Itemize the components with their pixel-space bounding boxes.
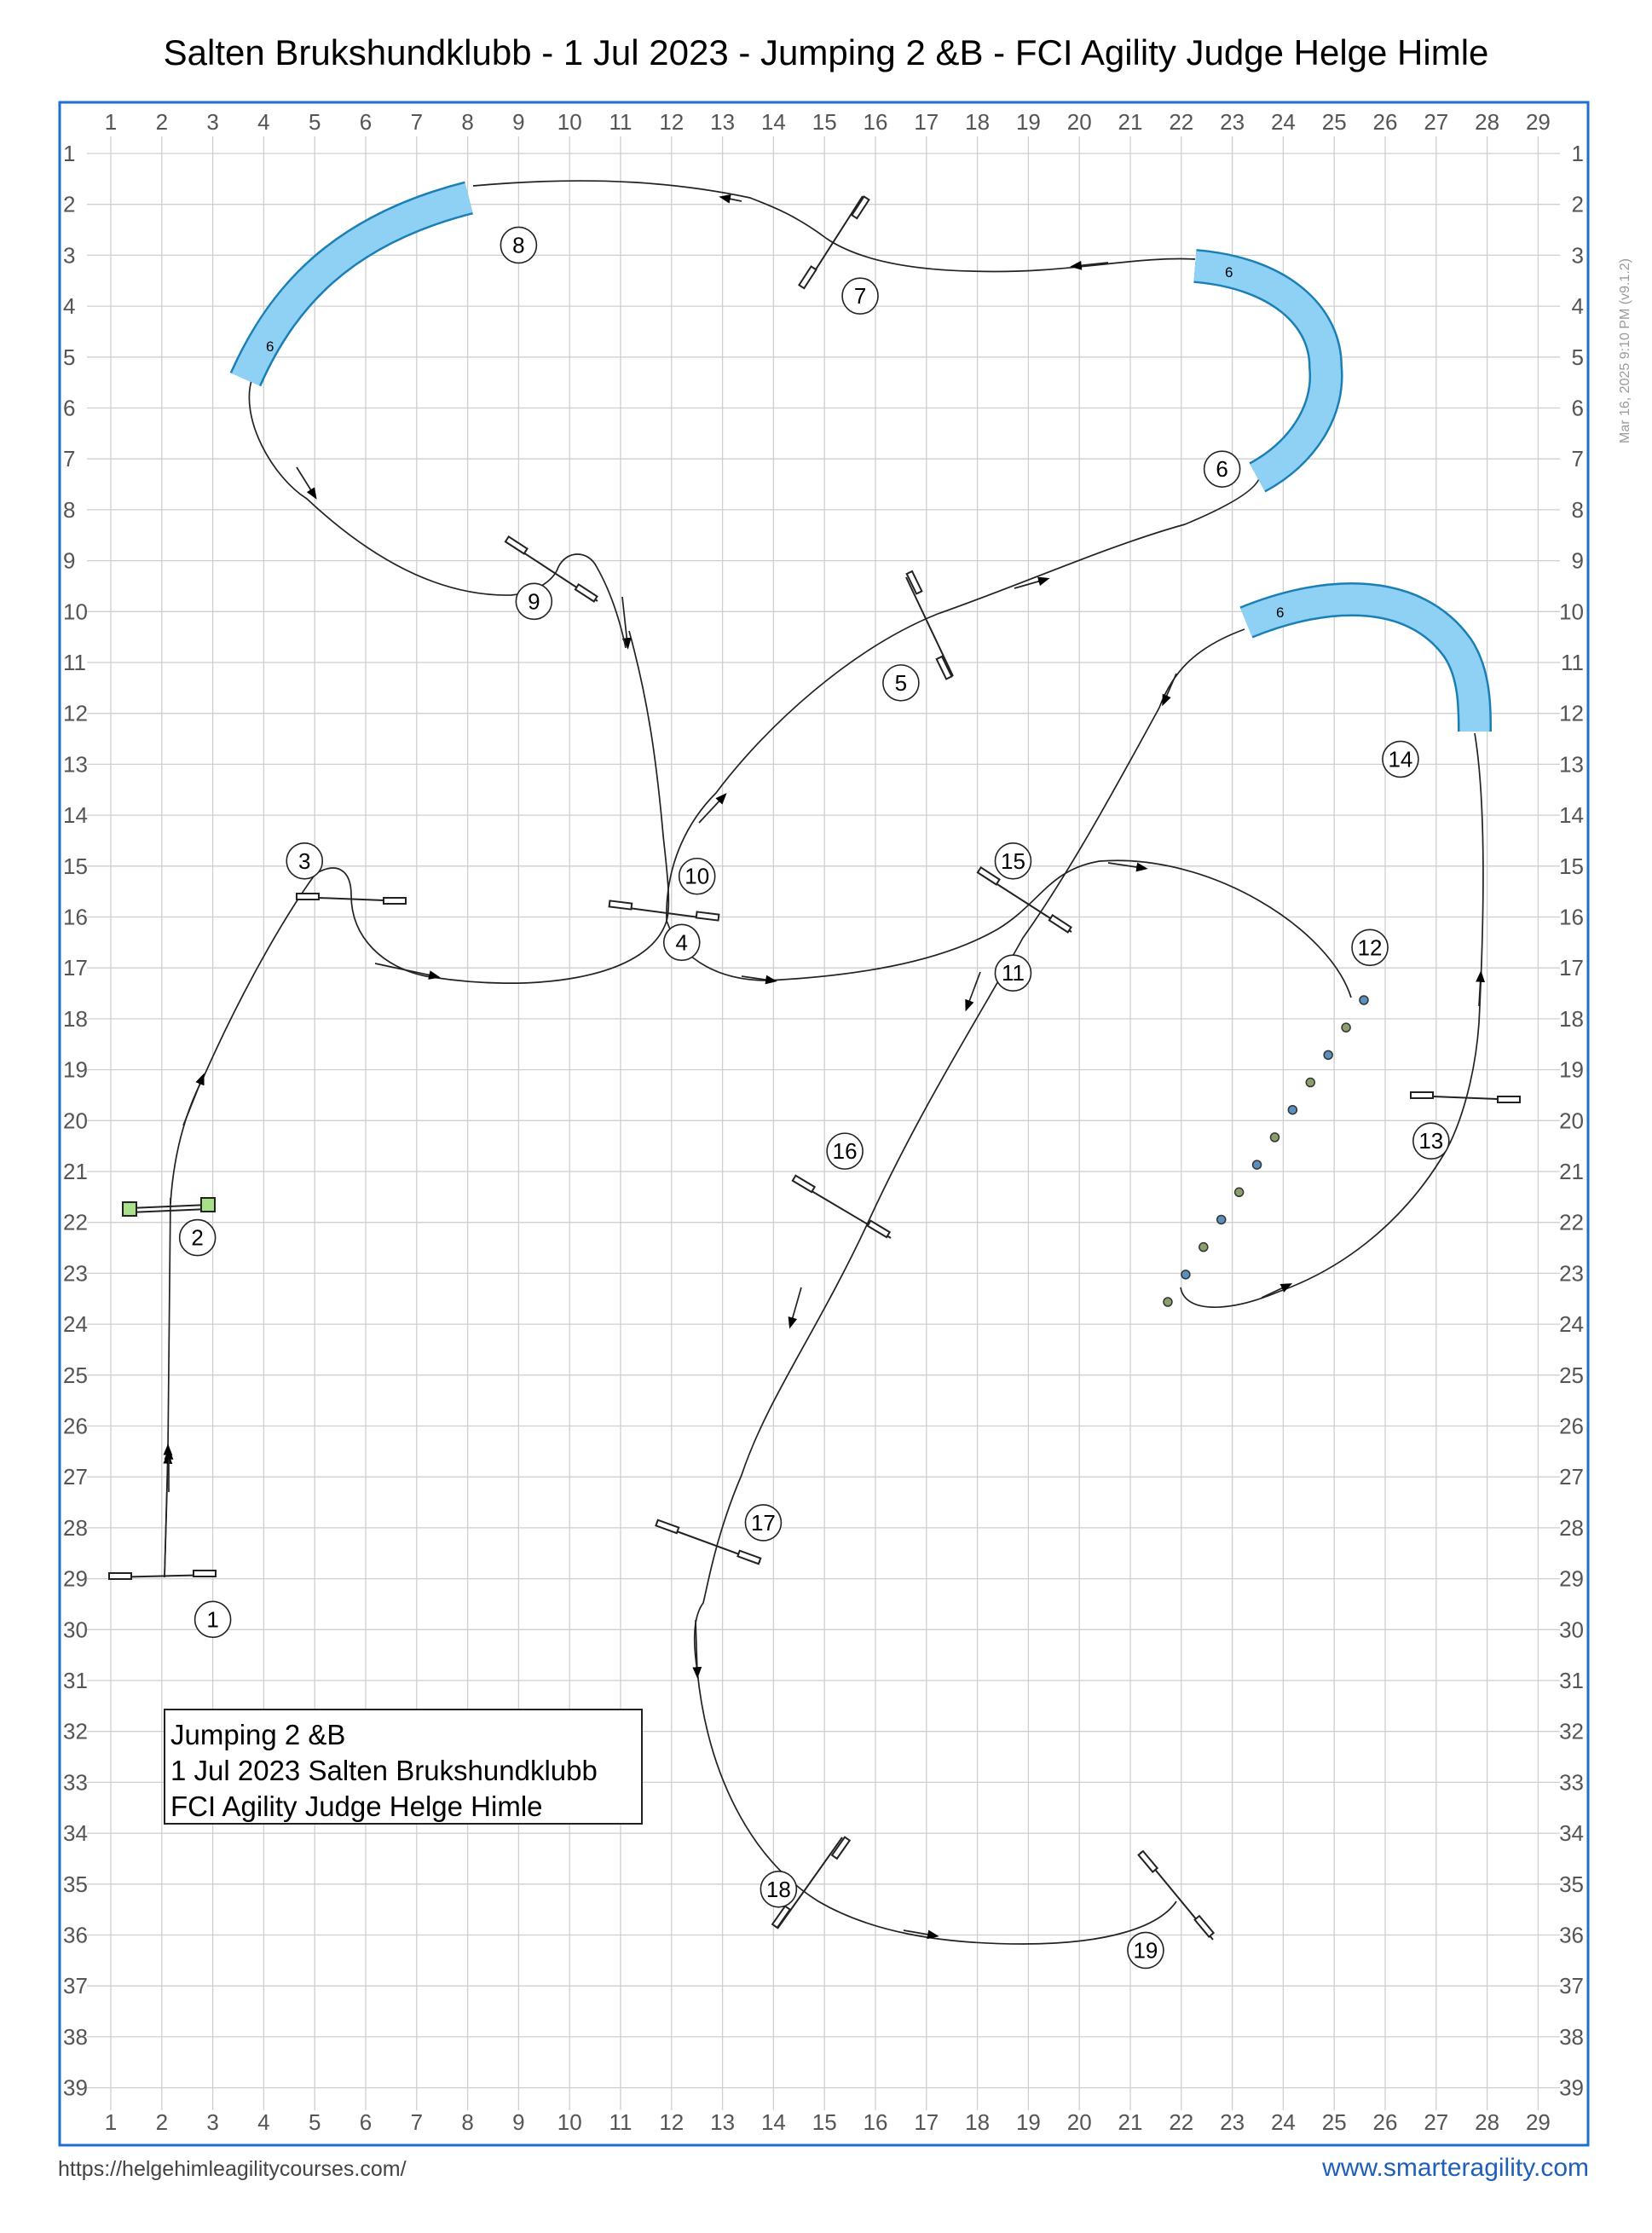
jump-9-wing [505,536,528,553]
path-segment-arrow-a [375,963,435,976]
column-tick-label: 29 [1525,2109,1551,2135]
column-tick-label: 26 [1372,109,1398,135]
jump-1-wing [109,1573,131,1579]
obstacle-number: 2 [191,1224,204,1251]
column-tick-label: 27 [1424,2109,1449,2135]
path-segment [165,1198,170,1577]
obstacle-number: 11 [1001,960,1025,986]
row-tick-label: 13 [1559,751,1584,778]
row-tick-label: 9 [1571,547,1584,574]
jump-2-wing [201,1198,215,1212]
row-tick-label: 32 [63,1718,88,1744]
column-tick-label: 24 [1270,2109,1296,2135]
jump-15-wing [1049,915,1071,932]
column-tick-label: 3 [206,2109,219,2135]
row-tick-label: 8 [63,496,76,523]
jump-2-bar [130,1205,209,1208]
path-segment-arrow-f [725,198,742,201]
obstacle-number: 15 [1000,847,1025,874]
jump-2-bar [130,1209,209,1212]
column-tick-label: 17 [914,109,939,135]
path-segment-arrow-c [699,797,723,823]
column-tick-label: 10 [557,2109,582,2135]
column-tick-label: 8 [461,2109,474,2135]
jump-19-wing [1139,1851,1158,1871]
version-stamp: Mar 16, 2025 9:10 PM (v9.1.2) [1618,258,1632,443]
obstacle-number: 18 [765,1876,791,1902]
row-tick-label: 31 [63,1668,88,1693]
row-tick-label: 1 [63,141,76,166]
row-tick-label: 2 [63,191,76,217]
weave-pole [1253,1160,1262,1169]
row-tick-label: 23 [1559,1260,1584,1287]
row-tick-label: 15 [1559,853,1584,879]
column-tick-label: 24 [1270,109,1296,135]
obstacle-number: 19 [1133,1937,1158,1964]
path-segment-arrow-g [297,467,314,495]
jump-15-wing [978,867,1000,884]
row-tick-label: 4 [1571,293,1584,320]
column-tick-label: 18 [965,109,991,135]
path-segment-4-5-6 [667,473,1260,921]
row-tick-label: 20 [1559,1108,1584,1134]
obstacle-number: 10 [684,863,710,889]
column-tick-label: 1 [104,2109,118,2135]
jump-16-wing [868,1221,890,1237]
row-tick-label: 34 [63,1820,88,1847]
row-tick-label: 8 [1571,496,1584,523]
column-tick-label: 6 [359,109,373,135]
row-tick-label: 35 [63,1871,88,1897]
row-tick-label: 39 [63,2074,88,2101]
obstacle-number: 13 [1418,1128,1444,1154]
column-tick-label: 12 [659,2109,684,2135]
path-segment-2-3 [170,874,315,1204]
column-tick-label: 2 [155,2109,169,2135]
jump-17-wing [656,1520,679,1533]
row-tick-label: 5 [1571,344,1584,370]
row-tick-label: 34 [1559,1820,1584,1847]
column-tick-label: 10 [557,109,582,135]
row-tick-label: 6 [1571,395,1584,421]
column-tick-label: 20 [1066,2109,1092,2135]
path-segment-arrow-m [968,972,980,1006]
obstacle-number: 17 [750,1509,776,1536]
weave-pole [1360,996,1368,1004]
row-tick-label: 23 [63,1260,88,1287]
column-tick-label: 6 [359,2109,373,2135]
column-tick-label: 5 [308,2109,321,2135]
column-tick-label: 28 [1475,2109,1500,2135]
row-tick-label: 25 [63,1362,88,1388]
row-tick-label: 36 [1559,1922,1584,1948]
row-tick-label: 11 [63,650,86,675]
tunnel-label: 6 [1225,264,1233,281]
row-tick-label: 31 [1559,1668,1584,1693]
footer-url-link[interactable]: https://helgehimleagilitycourses.com/ [58,2157,407,2181]
row-tick-label: 10 [1559,599,1584,625]
column-tick-label: 14 [760,2109,786,2135]
column-tick-label: 17 [914,2109,939,2135]
row-tick-label: 17 [1559,955,1584,981]
weave-poles [1164,996,1368,1306]
column-tick-label: 19 [1015,2109,1041,2135]
page-title: Salten Brukshundklubb - 1 Jul 2023 - Jumping 2 &B - FCI Agility Judge Helge Himle [163,32,1489,72]
column-tick-label: 7 [410,2109,424,2135]
row-tick-label: 16 [1559,904,1584,930]
row-tick-label: 33 [63,1769,88,1796]
weave-pole [1235,1188,1244,1196]
info-line-judge: FCI Agility Judge Helge Himle [170,1790,543,1822]
row-tick-label: 10 [63,599,88,625]
row-tick-label: 30 [63,1617,88,1643]
row-tick-label: 30 [1559,1617,1584,1643]
row-tick-label: 33 [1559,1769,1584,1796]
column-tick-label: 16 [863,2109,888,2135]
row-tick-label: 20 [63,1108,88,1134]
row-tick-label: 28 [1559,1514,1584,1541]
column-tick-label: 3 [206,109,219,135]
row-tick-label: 21 [63,1159,88,1184]
column-tick-label: 4 [257,109,270,135]
row-tick-label: 24 [1559,1311,1584,1338]
path-segment-6-7 [473,181,1195,271]
jump-5-bar [906,577,953,676]
row-tick-label: 38 [1559,2023,1584,2050]
path-segment-14-13 [1181,733,1483,1307]
row-tick-label: 3 [1571,242,1584,269]
course-info-box [164,1709,643,1825]
obstacle-number: 5 [894,669,908,696]
column-tick-label: 21 [1118,2109,1143,2135]
row-tick-label: 2 [1571,191,1584,217]
weave-pole [1324,1050,1332,1059]
field-border [60,102,1588,2145]
row-tick-label: 11 [1561,650,1584,675]
row-tick-label: 4 [63,293,76,320]
row-tick-label: 35 [1559,1871,1584,1897]
row-tick-label: 26 [63,1413,88,1439]
jump-19-wing [1195,1916,1214,1936]
obstacle-number: 6 [1216,456,1228,483]
weave-pole [1288,1106,1297,1114]
jump-2-wing [123,1202,136,1216]
row-tick-label: 12 [1559,700,1584,726]
row-tick-label: 36 [63,1922,88,1948]
column-tick-label: 18 [965,2109,991,2135]
tunnel-label: 6 [266,338,274,355]
path-segment-2-3-arrow [183,1079,202,1125]
row-tick-label: 29 [63,1565,88,1592]
obstacle-number: 3 [298,847,311,874]
column-tick-label: 22 [1169,2109,1194,2135]
row-tick-label: 13 [63,751,88,778]
column-tick-label: 25 [1321,2109,1347,2135]
tunnel-8 [245,198,469,379]
jump-9-wing [575,584,598,601]
row-tick-label: 9 [63,547,76,574]
column-tick-label: 12 [659,109,684,135]
column-tick-label: 27 [1424,109,1449,135]
column-tick-label: 15 [812,109,837,135]
row-tick-label: 26 [1559,1413,1584,1439]
column-tick-label: 13 [710,2109,736,2135]
row-tick-label: 16 [63,904,88,930]
column-tick-label: 11 [609,2109,632,2135]
path-segment-1-2 [165,1458,168,1577]
row-tick-label: 12 [63,700,88,726]
column-tick-label: 25 [1321,109,1347,135]
column-tick-label: 26 [1372,2109,1398,2135]
column-tick-label: 21 [1118,109,1143,135]
weave-pole [1306,1079,1314,1087]
obstacle-number: 8 [512,232,525,258]
column-tick-label: 23 [1220,2109,1245,2135]
weave-pole [1217,1215,1226,1224]
column-tick-label: 29 [1525,109,1551,135]
column-tick-label: 22 [1169,109,1194,135]
obstacle-number: 9 [528,588,540,615]
column-tick-label: 20 [1066,109,1092,135]
column-tick-label: 5 [308,109,321,135]
column-tick-label: 15 [812,2109,837,2135]
column-tick-label: 23 [1220,109,1245,135]
weave-pole [1342,1023,1350,1032]
info-line-date-club: 1 Jul 2023 Salten Brukshundklubb [170,1755,598,1786]
jump-7-wing [799,266,816,288]
row-tick-label: 19 [1559,1056,1584,1083]
jump-10-wing [696,911,719,920]
row-tick-label: 7 [63,446,76,472]
row-tick-label: 18 [1559,1005,1584,1032]
jump-13-wing [1498,1096,1520,1102]
column-tick-label: 28 [1475,109,1500,135]
row-tick-label: 7 [1571,446,1584,472]
jump-3-wing [384,898,406,904]
row-tick-label: 27 [1559,1464,1584,1490]
column-tick-label: 13 [710,109,736,135]
path-segment-arrow-n [791,1287,801,1323]
row-tick-label: 19 [63,1056,88,1083]
row-tick-label: 3 [63,242,76,269]
row-tick-label: 21 [1559,1159,1584,1184]
info-line-class: Jumping 2 &B [170,1719,346,1750]
row-tick-label: 14 [63,802,88,829]
row-tick-label: 6 [63,395,76,421]
jump-1-wing [194,1571,216,1576]
column-tick-label: 8 [461,109,474,135]
column-tick-label: 1 [104,109,118,135]
obstacle-number: 7 [853,283,867,309]
column-tick-label: 9 [512,2109,525,2135]
row-tick-label: 22 [1559,1209,1584,1235]
jump-10-wing [609,900,632,909]
column-tick-label: 9 [512,109,525,135]
row-tick-label: 32 [1559,1718,1584,1744]
obstacle-number: 4 [675,929,688,956]
row-tick-label: 38 [63,2023,88,2050]
jump-16-wing [793,1176,815,1192]
jump-3-wing [297,894,319,900]
row-tick-label: 25 [1559,1362,1584,1388]
row-tick-label: 22 [63,1209,88,1235]
obstacle-numbers [180,227,1449,1968]
row-tick-label: 15 [63,853,88,879]
path-segment-arrow-i [1108,863,1142,868]
row-tick-label: 28 [63,1514,88,1541]
obstacle-number: 1 [206,1606,219,1633]
obstacle-number: 14 [1388,746,1413,772]
row-tick-label: 37 [63,1973,88,1999]
row-tick-label: 29 [1559,1565,1584,1592]
row-tick-label: 1 [1571,141,1584,166]
tunnel-label: 6 [1276,605,1285,621]
obstacle-number: 16 [832,1138,858,1165]
row-tick-label: 37 [1559,1973,1584,1999]
path-segment-arrow-l [1164,674,1176,701]
obstacle-number: 12 [1357,934,1383,961]
weave-pole [1164,1298,1172,1306]
path-segment-3-4 [315,631,668,983]
column-tick-label: 19 [1015,109,1041,135]
weave-pole [1270,1133,1279,1142]
footer-brand-link[interactable]: www.smarteragility.com [1322,2154,1589,2182]
row-tick-label: 27 [63,1464,88,1490]
row-tick-label: 14 [1559,802,1584,829]
column-tick-label: 14 [760,109,786,135]
jump-17-wing [737,1551,760,1564]
jump-13-wing [1411,1092,1433,1098]
row-tick-label: 24 [63,1311,88,1338]
column-tick-label: 7 [410,109,424,135]
weave-pole [1199,1243,1208,1252]
row-tick-label: 17 [63,955,88,981]
column-tick-label: 4 [257,2109,270,2135]
column-tick-label: 16 [863,109,888,135]
row-tick-label: 5 [63,344,76,370]
row-tick-label: 18 [63,1005,88,1032]
column-tick-label: 2 [155,109,169,135]
column-tick-label: 11 [609,109,632,135]
row-tick-label: 39 [1559,2074,1584,2101]
weave-pole [1181,1270,1190,1279]
